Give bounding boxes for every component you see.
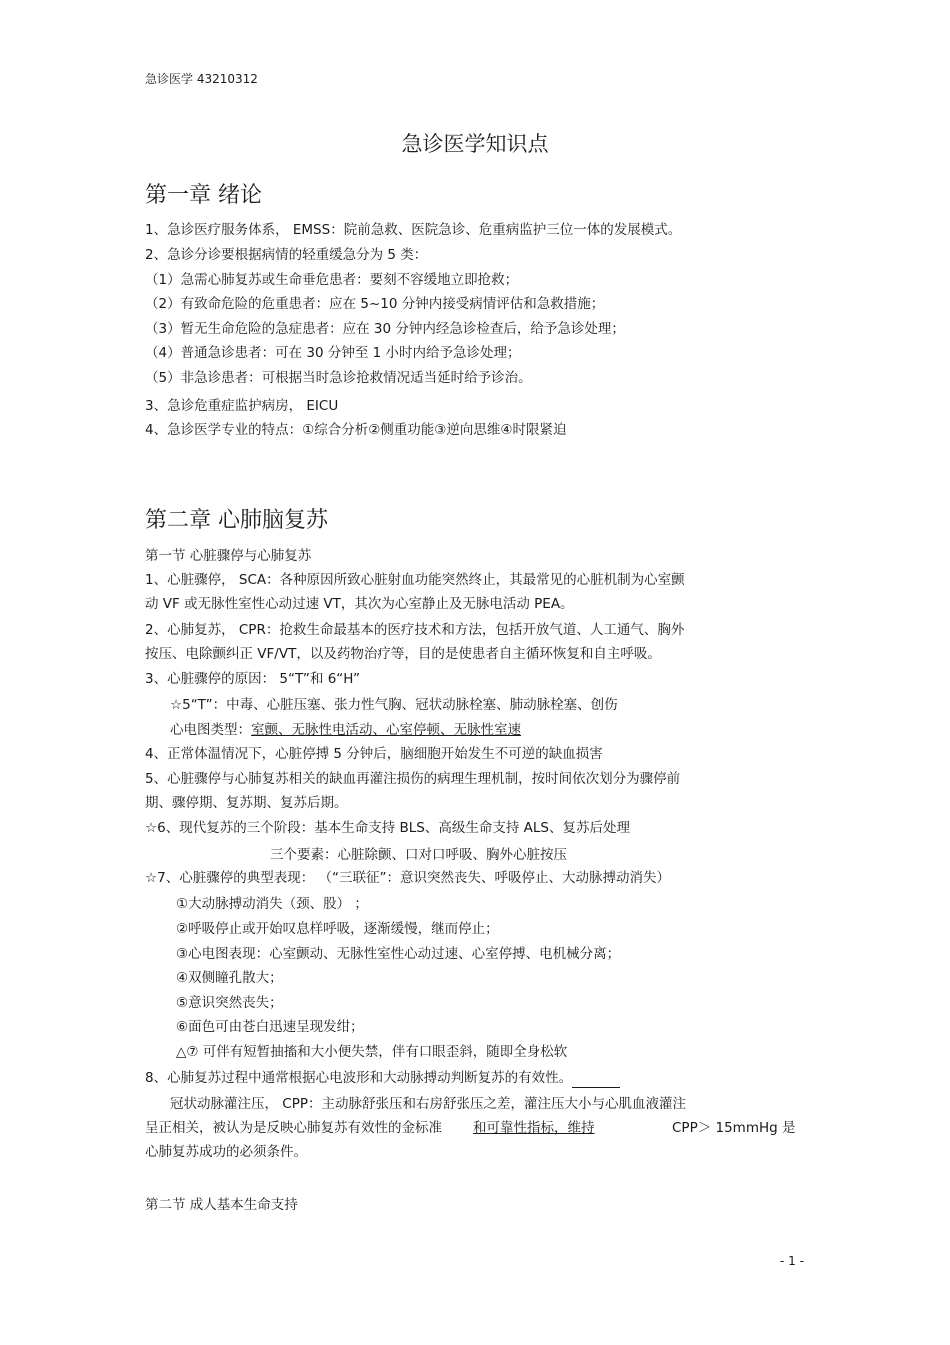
ch1-item: 4、急诊医学专业的特点：①综合分析②侧重功能③逆向思维④时限紧迫	[145, 422, 567, 438]
ch2-line: 三个要素：心脏除颤、口对口呼吸、胸外心脏按压	[270, 847, 567, 863]
ch2-line: 2、心肺复苏， CPR：抢救生命最基本的医疗技术和方法，包括开放气道、人工通气、胸外	[145, 622, 685, 638]
ch1-item: （5）非急诊患者：可根据当时急诊抢救情况适当延时给予诊治。	[145, 370, 532, 386]
ch2-line: ☆7、心脏骤停的典型表现： （“三联征”：意识突然丧失、呼吸停止、大动脉搏动消失）	[145, 870, 670, 886]
ch2-line: 期、骤停期、复苏期、复苏后期。	[145, 795, 348, 811]
ch2-line: ⑤意识突然丧失；	[176, 995, 283, 1011]
ch2-line-8	[145, 1068, 620, 1088]
ch1-item: （2）有致命危险的危重患者：应在 5~10 分钟内接受病情评估和急救措施；	[145, 296, 605, 312]
ch2-line: ④双侧瞳孔散大；	[176, 970, 283, 986]
ch2-line: 心肺复苏成功的必须条件。	[145, 1144, 307, 1160]
page-number: - 1 -	[780, 1254, 804, 1268]
ch1-item: （4）普通急诊患者：可在 30 分钟至 1 小时内给予急诊处理；	[145, 345, 521, 361]
ch2-line: ☆5“T”：中毒、心脏压塞、张力性气胸、冠状动脉栓塞、肺动脉栓塞、创伤	[170, 697, 618, 713]
ecg-types-line	[170, 720, 521, 740]
page-header: 急诊医学 43210312	[145, 72, 258, 86]
ch2-line: 4、正常体温情况下，心脏停搏 5 分钟后，脑细胞开始发生不可逆的缺血损害	[145, 746, 603, 762]
ecg-types-list: 室颤、无脉性电活动、心室停顿、无脉性室速	[251, 722, 521, 738]
ch2-line: 1、心脏骤停， SCA：各种原因所致心脏射血功能突然终止，其最常见的心脏机制为心室颤	[145, 572, 685, 588]
section-2-title: 第二节 成人基本生命支持	[145, 1197, 298, 1213]
ch2-line: △⑦ 可伴有短暂抽搐和大小便失禁，伴有口眼歪斜，随即全身松软	[176, 1044, 568, 1060]
ch2-line: ☆6、现代复苏的三个阶段：基本生命支持 BLS、高级生命支持 ALS、复苏后处理	[145, 820, 630, 836]
ch2-line: ⑥面色可由苍白迅速呈现发绀；	[176, 1019, 364, 1035]
ch2-line: 呈正相关，被认为是反映心肺复苏有效性的金标准	[145, 1120, 442, 1136]
ch2-line: ①大动脉搏动消失（颈、股） ；	[176, 896, 368, 912]
ch2-line: 3、心脏骤停的原因： 5“T”和 6“H”	[145, 671, 361, 687]
ch1-item: 2、急诊分诊要根据病情的轻重缓急分为 5 类：	[145, 247, 428, 263]
ch2-line: ③心电图表现：心室颤动、无脉性室性心动过速、心室停搏、电机械分离；	[176, 946, 621, 962]
section-1-title: 第一节 心脏骤停与心肺复苏	[145, 548, 312, 564]
ch2-line: 冠状动脉灌注压， CPP：主动脉舒张压和右房舒张压之差，灌注压大小与心肌血液灌注	[170, 1096, 686, 1112]
ch2-line: 5、心脏骤停与心肺复苏相关的缺血再灌注损伤的病理生理机制，按时间依次划分为骤停前	[145, 771, 681, 787]
ch1-item: 3、急诊危重症监护病房， EICU	[145, 398, 339, 414]
ch2-line-8-text: 8、心肺复苏过程中通常根据心电波形和大动脉搏动判断复苏的有效性。	[145, 1070, 573, 1086]
ch2-line: ②呼吸停止或开始叹息样呼吸，逐渐缓慢，继而停止；	[176, 921, 499, 937]
ecg-types-label: 心电图类型：	[170, 722, 251, 738]
fill-blank-line	[572, 1087, 620, 1088]
document-title: 急诊医学知识点	[401, 132, 549, 156]
ch1-item: 1、急诊医疗服务体系， EMSS：院前急救、医院急诊、危重病监护三位一体的发展模式。	[145, 222, 682, 238]
chapter-2-title: 第二章 心肺脑复苏	[145, 508, 328, 533]
ch2-line: 按压、电除颤纠正 VF/VT，以及药物治疗等，目的是使患者自主循环恢复和自主呼吸。	[145, 646, 661, 662]
ch2-line: CPP＞ 15mmHg 是	[672, 1120, 796, 1136]
ch1-item: （1）急需心肺复苏或生命垂危患者：要刻不容缓地立即抢救；	[145, 272, 519, 288]
ch1-item: （3）暂无生命危险的急症患者：应在 30 分钟内经急诊检查后，给予急诊处理；	[145, 321, 625, 337]
underlined-indicator: 和可靠性指标，维持	[473, 1120, 595, 1136]
chapter-1-title: 第一章 绪论	[145, 183, 262, 208]
ch2-line: 动 VF 或无脉性室性心动过速 VT，其次为心室静止及无脉电活动 PEA。	[145, 596, 574, 612]
